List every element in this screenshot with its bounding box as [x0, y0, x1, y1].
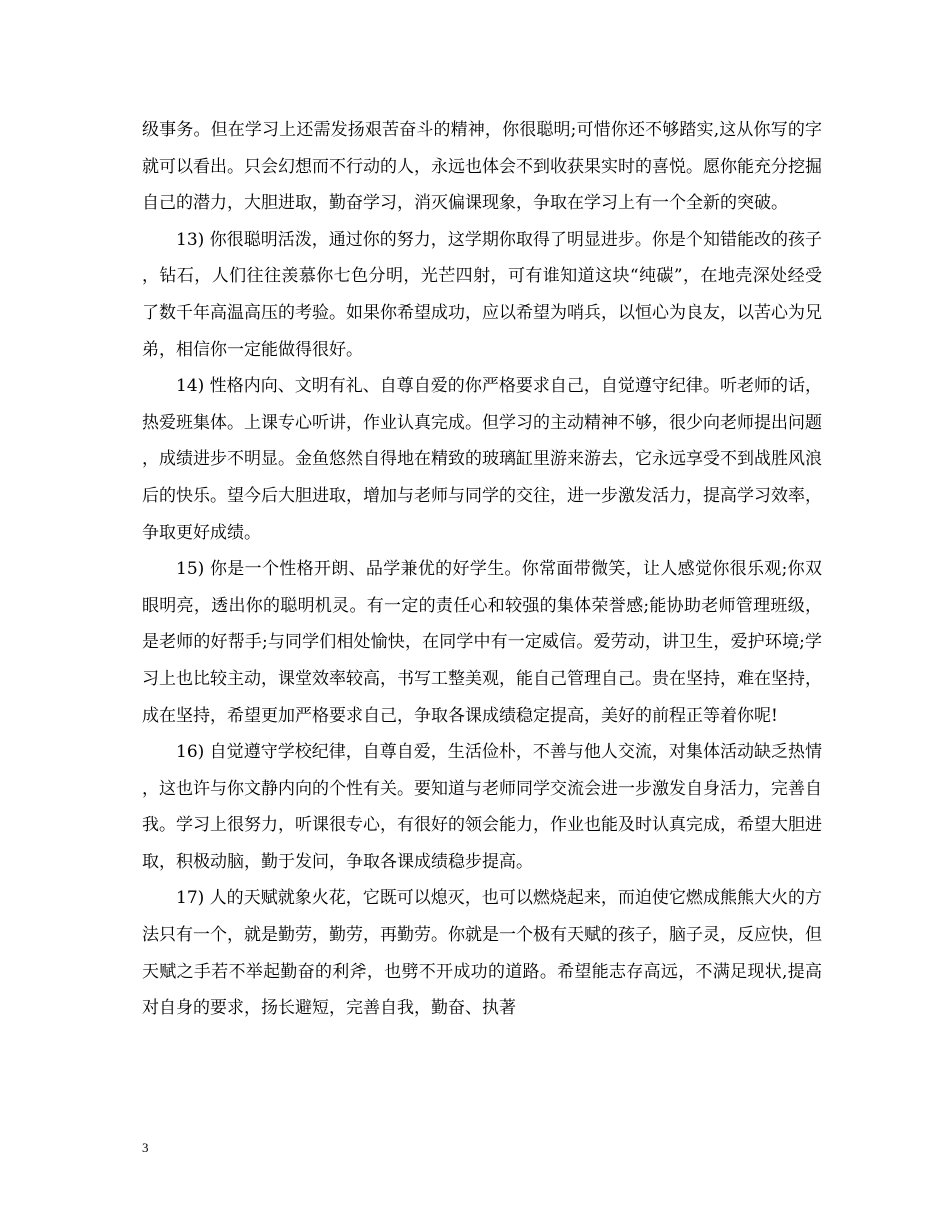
paragraph-continued: 级事务。但在学习上还需发扬艰苦奋斗的精神，你很聪明;可惜你还不够踏实,这从你写的字就可以看出。只会幻想而不行动的人，永远也体会不到收获果实时的喜悦。愿你能充分挖掘自己的潜力，大胆进取，勤奋学习，消灭偏课现象，争取在学习上有一个全新的突破。: [142, 120, 822, 214]
document-body: [142, 112, 822, 1027]
paragraph-comment-14: 14) 性格内向、文明有礼、自尊自爱的你严格要求自己，自觉遵守纪律。听老师的话，热爱班集体。上课专心听讲，作业认真完成。但学习的主动精神不够，很少向老师提出问题，成绩进步不明显。金鱼悠然自得地在精致的玻璃缸里游来游去，它永远享受不到战胜风浪后的快乐。望今后大胆进取，增加与老师与同学的交往，进一步激发活力，提高学习效率，争取更好成绩。: [142, 376, 822, 543]
paragraph-comment-17: 17) 人的天赋就象火花，它既可以熄灭，也可以燃烧起来，而迫使它燃成熊熊大火的方法只有一个，就是勤劳，勤劳，再勤劳。你就是一个极有天赋的孩子，脑子灵，反应快，但天赋之手若不举起勤奋的利斧，也劈不开成功的道路。希望能志存高远，不满足现状,提高对自身的要求，扬长避短，完善自我，勤奋、执著: [142, 888, 822, 1019]
paragraph-comment-13: 13) 你很聪明活泼，通过你的努力，这学期你取得了明显进步。你是个知错能改的孩子，钻石，人们往往羡慕你七色分明，光芒四射，可有谁知道这块“纯碳”，在地壳深处经受了数千年高温高压的考验。如果你希望成功，应以希望为哨兵，以恒心为良友，以苦心为兄弟，相信你一定能做得很好。: [142, 229, 822, 360]
page-number: 3: [142, 1140, 149, 1155]
paragraph-comment-16: 16) 自觉遵守学校纪律，自尊自爱，生活俭朴，不善与他人交流，对集体活动缺乏热情，这也许与你文静内向的个性有关。要知道与老师同学交流会进一步激发自身活力，完善自我。学习上很努力，听课很专心，有很好的领会能力，作业也能及时认真完成，希望大胆进取，积极动脑，勤于发问，争取各课成绩稳步提高。: [142, 742, 822, 872]
paragraph-comment-15: 15) 你是一个性格开朗、品学兼优的好学生。你常面带微笑，让人感觉你很乐观;你双眼明亮，透出你的聪明机灵。有一定的责任心和较强的集体荣誉感;能协助老师管理班级，是老师的好帮手;与同学们相处愉快，在同学中有一定威信。爱劳动，讲卫生，爱护环境;学习上也比较主动，课堂效率较高，书写工整美观，能自己管理自己。贵在坚持，难在坚持，成在坚持，希望更加严格要求自己，争取各课成绩稳定提高，美好的前程正等着你呢!: [142, 559, 822, 726]
